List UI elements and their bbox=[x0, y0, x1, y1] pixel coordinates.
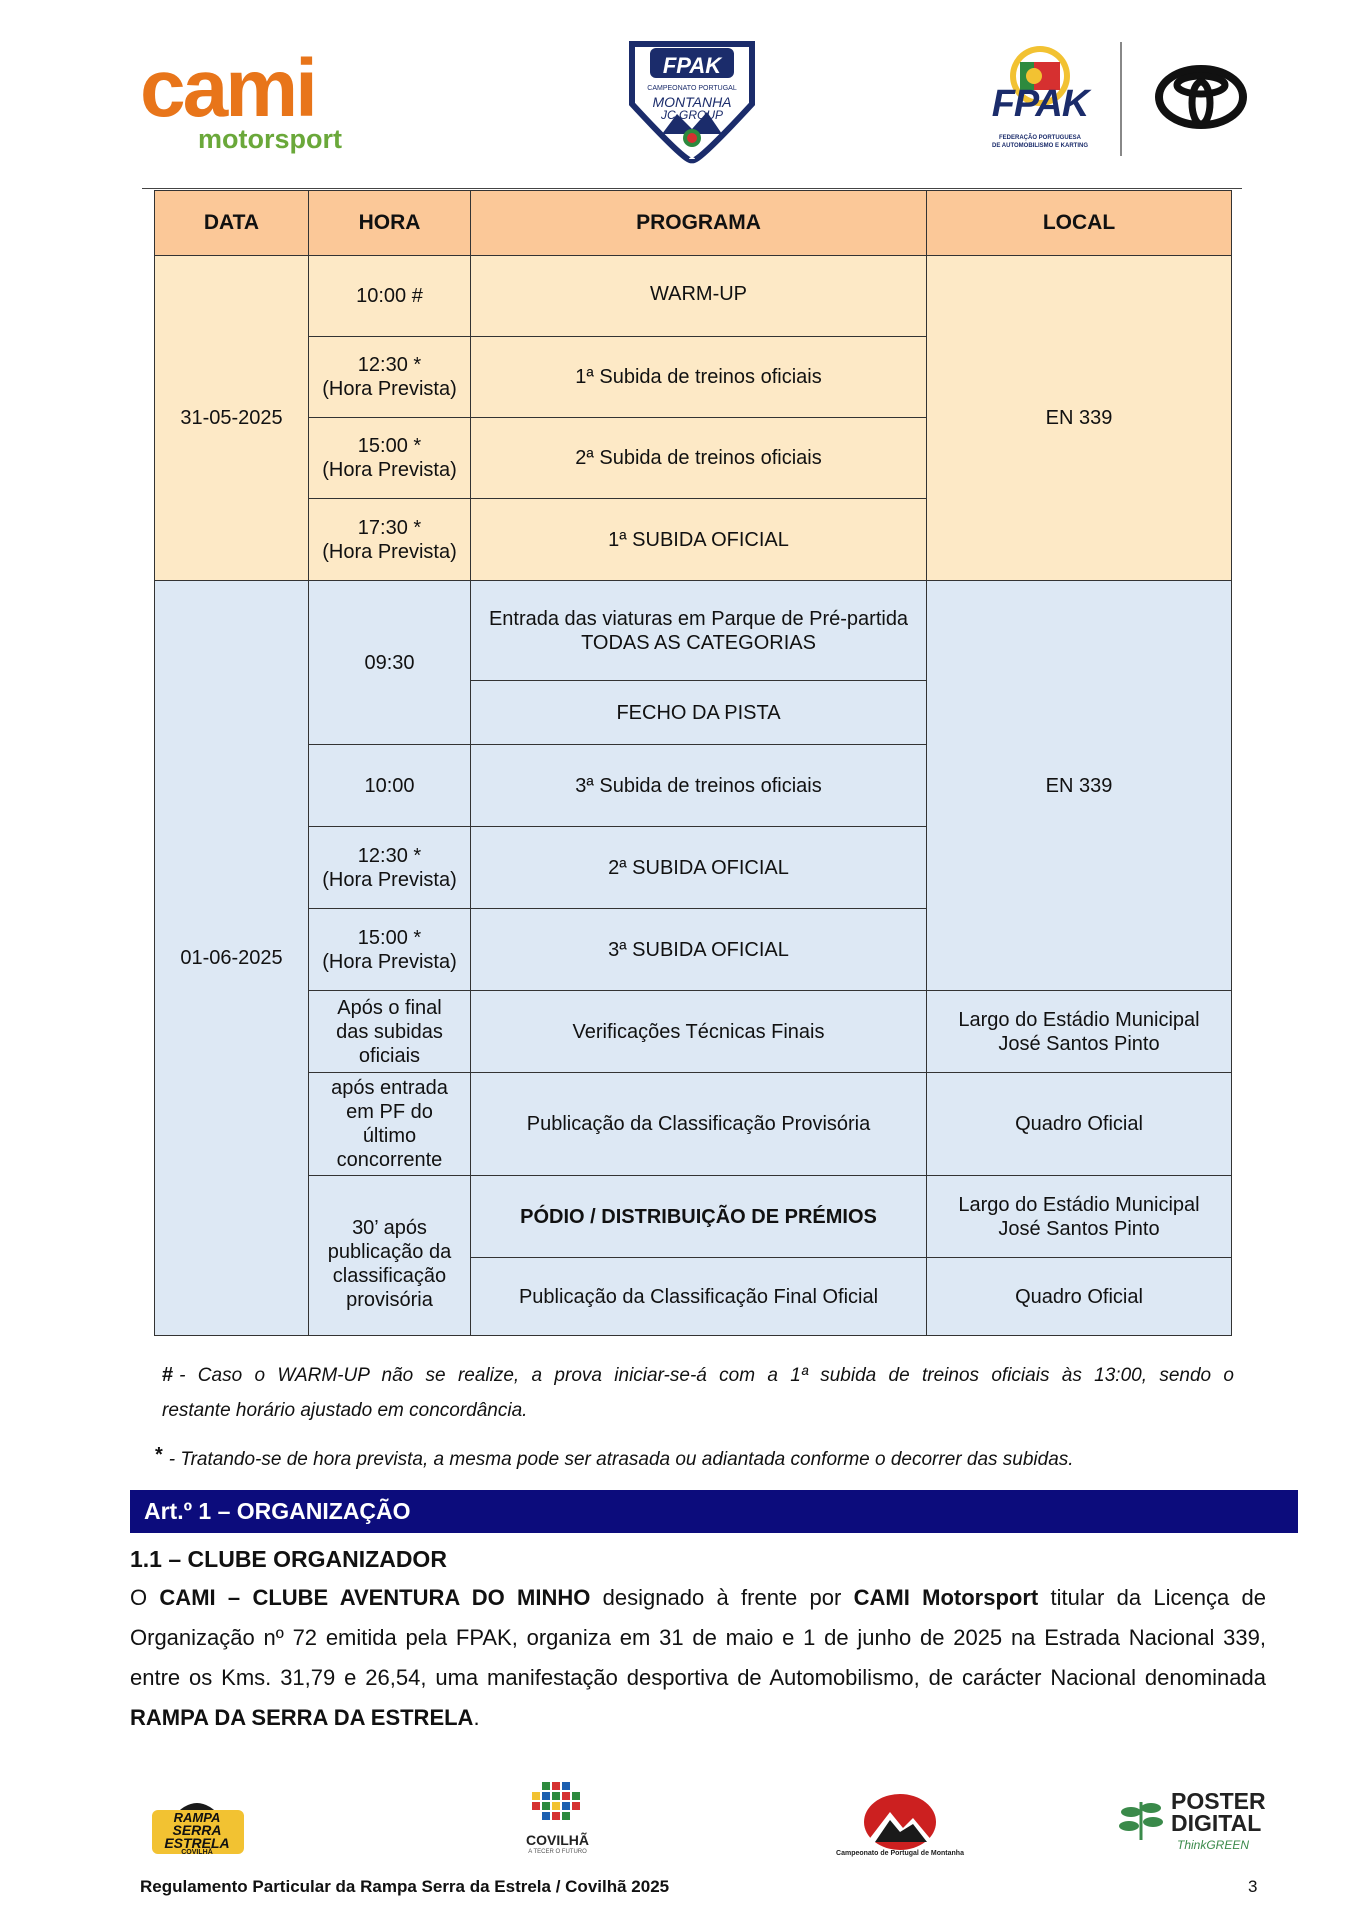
section-title-bar: Art.º 1 – ORGANIZAÇÃO bbox=[130, 1490, 1298, 1533]
footer-document-title: Regulamento Particular da Rampa Serra da Estrela / Covilhã 2025 bbox=[140, 1877, 670, 1896]
fpak-federation-logo: FPAK FEDERAÇÃO PORTUGUESA DE AUTOMOBILISMO E KARTING bbox=[980, 38, 1100, 158]
day1-hora-treinos1: 12:30 * (Hora Prevista) bbox=[308, 336, 471, 418]
cami-motorsport-logo: cami motorsport bbox=[140, 43, 342, 154]
poster-digital-logo: POSTER DIGITAL ThinkGREEN bbox=[1115, 1790, 1265, 1856]
day2-hora-30: 30’ após publicação da classificação provisória bbox=[308, 1175, 471, 1336]
day1-prog-treinos2: 2ª Subida de treinos oficiais bbox=[470, 417, 927, 499]
rampa-serra-estrela-logo: RAMPA SERRA ESTRELA COVILHÃ bbox=[142, 1788, 252, 1858]
day1-hora-treinos2: 15:00 * (Hora Prevista) bbox=[308, 417, 471, 499]
day2-hora-apos: Após o final das subidas oficiais bbox=[308, 990, 471, 1073]
header-data: DATA bbox=[154, 190, 309, 256]
header-local: LOCAL bbox=[926, 190, 1232, 256]
day2-hora-1000: 10:00 bbox=[308, 744, 471, 827]
day2-prog-treinos3: 3ª Subida de treinos oficiais bbox=[470, 744, 927, 827]
day1-local: EN 339 bbox=[926, 255, 1232, 581]
day2-hora-pf: após entrada em PF do último concorrente bbox=[308, 1072, 471, 1176]
covilha-logo: COVILHÃ A TECER O FUTURO bbox=[520, 1780, 595, 1862]
fpak-montanha-logo: FPAK CAMPEONATO PORTUGAL MONTANHA JC GROUP bbox=[622, 34, 762, 164]
day2-local-quadro-1: Quadro Oficial bbox=[926, 1072, 1232, 1176]
day2-hora-0930: 09:30 bbox=[308, 580, 471, 745]
day2-prog-podio: PÓDIO / DISTRIBUIÇÃO DE PRÉMIOS bbox=[470, 1175, 927, 1258]
day2-local-estadio-1: Largo do Estádio Municipal José Santos Pinto bbox=[926, 990, 1232, 1073]
day1-hora-warmup: 10:00 # bbox=[308, 255, 471, 337]
page-number: 3 bbox=[1248, 1877, 1258, 1896]
note-warmup: # - Caso o WARM-UP não se realize, a prova iniciar-se-á com a 1ª subida de treinos oficiais às 13:00, sendo o bbox=[162, 1364, 1234, 1386]
day2-prog-oficial2: 2ª SUBIDA OFICIAL bbox=[470, 826, 927, 909]
day2-prog-publ-provisoria: Publicação da Classificação Provisória bbox=[470, 1072, 927, 1176]
day2-date: 01-06-2025 bbox=[154, 580, 309, 1336]
note-hora-prevista: * - Tratando-se de hora prevista, a mesma pode ser atrasada ou adiantada conforme o decorrer das subidas. bbox=[155, 1444, 1074, 1470]
day2-hora-1230: 12:30 * (Hora Prevista) bbox=[308, 826, 471, 909]
schedule-table bbox=[154, 190, 1232, 1336]
header-separator bbox=[1120, 42, 1122, 156]
note-warmup-continued: restante horário ajustado em concordância. bbox=[162, 1400, 528, 1421]
day2-prog-fecho: FECHO DA PISTA bbox=[470, 680, 927, 745]
day2-prog-entrada: Entrada das viaturas em Parque de Pré-partida TODAS AS CATEGORIAS bbox=[470, 580, 927, 681]
day2-prog-verificacoes: Verificações Técnicas Finais bbox=[470, 990, 927, 1073]
day2-hora-1500: 15:00 * (Hora Prevista) bbox=[308, 908, 471, 991]
day1-hora-oficial1: 17:30 * (Hora Prevista) bbox=[308, 498, 471, 581]
campeonato-montanha-logo: Campeonato de Portugal de Montanha bbox=[835, 1792, 965, 1860]
day2-prog-publ-final: Publicação da Classificação Final Oficial bbox=[470, 1257, 927, 1336]
day2-local-en339: EN 339 bbox=[926, 580, 1232, 991]
day1-prog-warmup: WARM-UP bbox=[470, 255, 927, 337]
day2-prog-oficial3: 3ª SUBIDA OFICIAL bbox=[470, 908, 927, 991]
toyota-logo bbox=[1155, 65, 1247, 130]
header-rule bbox=[142, 188, 1242, 189]
header-hora: HORA bbox=[308, 190, 471, 256]
body-paragraph: O CAMI – CLUBE AVENTURA DO MINHO designado à frente por CAMI Motorsport titular da Licença de Organização nº 72 emitida pela FPAK, organiza em 31 de maio e 1 de junho de 2025 na Estrada Nacional 339, entre os Kms. 31,79 e 26,54, uma manifestação desportiva de Automobilismo, de carácter Nacional denominada RAMPA DA SERRA DA ESTRELA. bbox=[130, 1585, 1266, 1730]
subsection-title: 1.1 – CLUBE ORGANIZADOR bbox=[130, 1546, 447, 1572]
header-programa: PROGRAMA bbox=[470, 190, 927, 256]
day2-local-estadio-2: Largo do Estádio Municipal José Santos Pinto bbox=[926, 1175, 1232, 1258]
day1-prog-treinos1: 1ª Subida de treinos oficiais bbox=[470, 336, 927, 418]
day1-date: 31-05-2025 bbox=[154, 255, 309, 581]
day1-prog-oficial1: 1ª SUBIDA OFICIAL bbox=[470, 498, 927, 581]
day2-local-quadro-2: Quadro Oficial bbox=[926, 1257, 1232, 1336]
